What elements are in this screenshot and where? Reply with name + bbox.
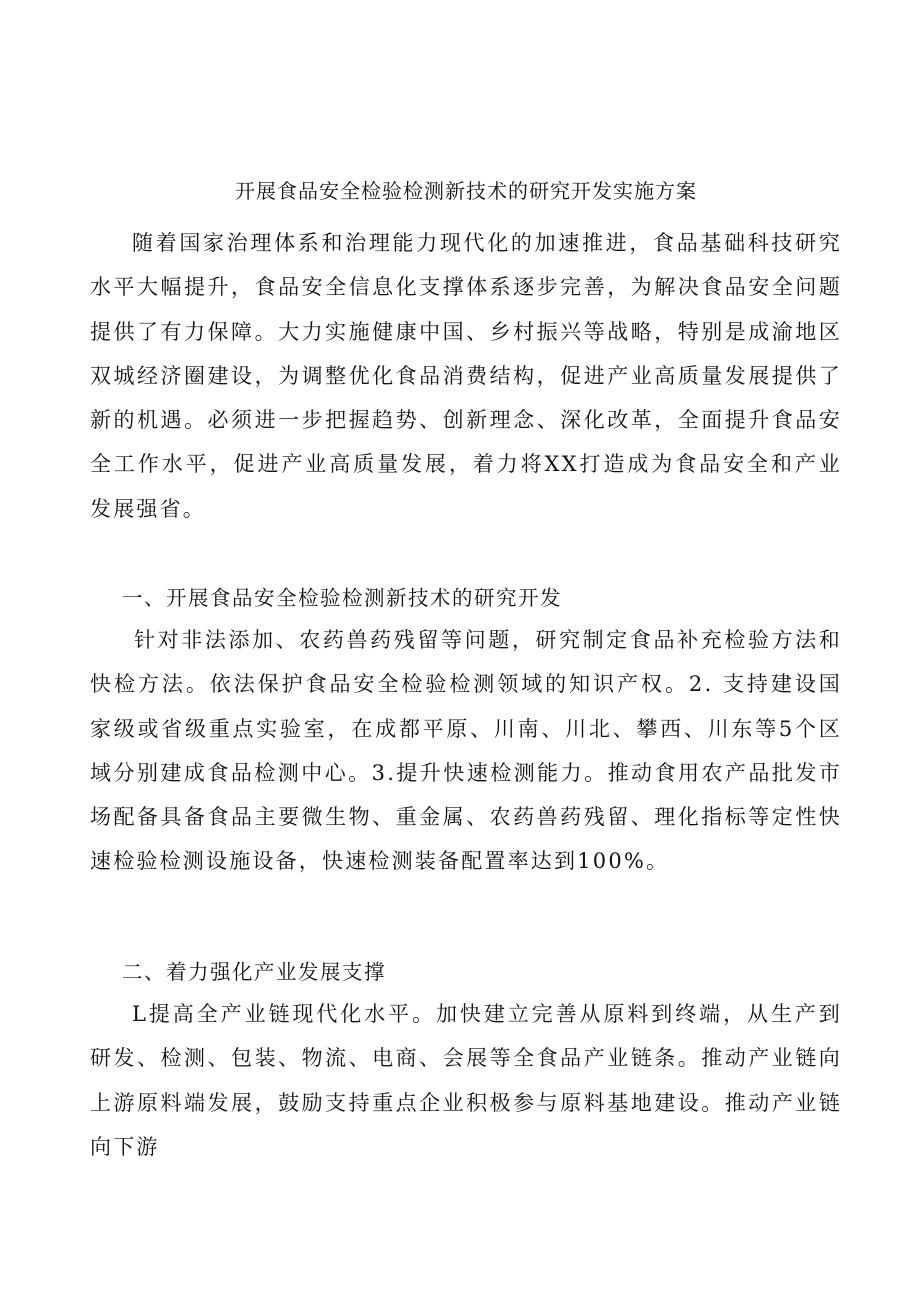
section-body-1: 针对非法添加、农药兽药残留等问题，研究制定食品补充检验方法和快检方法。依法保护食品安全检验检测领域的知识产权。2. 支持建设国家级或省级重点实验室，在成都平原、川南、川北、攀西、川东等5个区域分别建成食品检测中心。3.提升快速检测能力。推动食用农产品批发市场配备具备食品主要微生物、重金属、农药兽药残留、理化指标等定性快速检验检测设施设备，快速检测装备配置率达到100%。 [90,628,842,874]
section-heading-2: 二、着力强化产业发展支撑 [122,960,386,984]
section-heading-1: 一、开展食品安全检验检测新技术的研究开发 [122,586,562,610]
intro-paragraph: 随着国家治理体系和治理能力现代化的加速推进，食品基础科技研究水平大幅提升，食品安全信息化支撑体系逐步完善，为解决食品安全问题提供了有力保障。大力实施健康中国、乡村振兴等战略，特别是成渝地区双城经济圈建设，为调整优化食品消费结构，促进产业高质量发展提供了新的机遇。必须进一步把握趋势、创新理念、深化改革，全面提升食品安全工作水平，促进产业高质量发展，着力将XX打造成为食品安全和产业发展强省。 [90,231,842,521]
document-title: 开展食品安全检验检测新技术的研究开发实施方案 [235,179,697,203]
section-body-2: L提高全产业链现代化水平。加快建立完善从原料到终端，从生产到研发、检测、包装、物流、电商、会展等全食品产业链条。推动产业链向上游原料端发展，鼓励支持重点企业积极参与原料基地建设。推动产业链向下游 [90,1002,842,1159]
